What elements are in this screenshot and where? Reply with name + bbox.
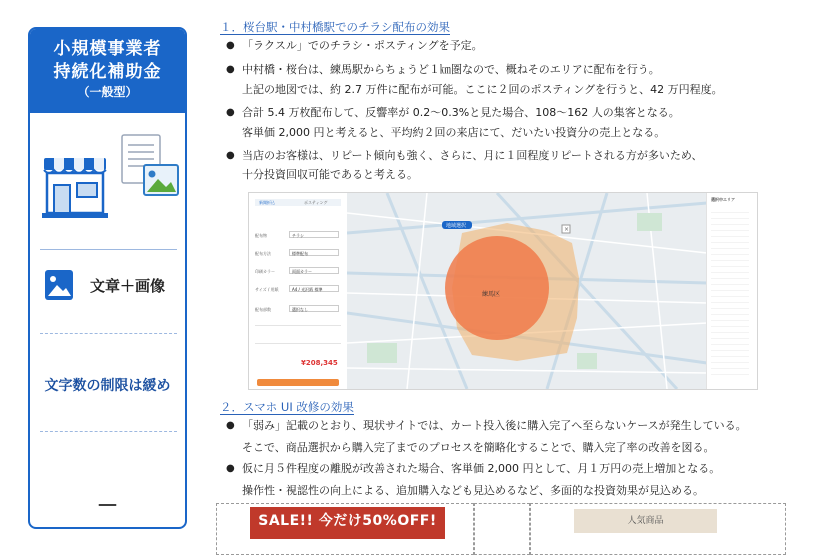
s1-b1-line1: 「ラクスル」でのチラシ・ポスティングを予定。 bbox=[242, 39, 483, 52]
s1-b3-line2: 客単価 2,000 円と考えると、平均約２回の来店にて、だいたい投資分の売上となる。 bbox=[242, 126, 666, 139]
order-form bbox=[249, 193, 348, 389]
card-title-line1: 小規模事業者 bbox=[53, 39, 162, 59]
document-page bbox=[214, 0, 820, 555]
divider bbox=[40, 249, 177, 250]
feature-dash: － bbox=[96, 494, 119, 519]
card-header bbox=[30, 29, 185, 113]
feature-image-row bbox=[30, 259, 185, 309]
s2-b2-line2: 操作性・視認性の向上による、追加購入なども見込めるなど、多面的な投資効果が見込める。 bbox=[242, 484, 704, 497]
divider bbox=[40, 431, 177, 432]
s1-b2-line1: 中村橋・桜台は、練馬駅からちょうど１㎞圏なので、概ねそのエリアに配布を行う。 bbox=[242, 63, 660, 76]
bullet-icon: ● bbox=[226, 40, 235, 51]
section2-title: ２．スマホ UI 改修の効果 bbox=[220, 400, 354, 414]
form-select: A4 / 光沢紙 標準 bbox=[289, 285, 339, 292]
tab-newspaper: 新聞折込 bbox=[259, 200, 275, 205]
feature-image-label: 文章＋画像 bbox=[90, 277, 166, 295]
map-icon bbox=[347, 193, 757, 389]
svg-text:地域選択: 地域選択 bbox=[446, 223, 467, 229]
form-select: 選択なし bbox=[289, 305, 339, 312]
bullet-icon: ● bbox=[226, 64, 235, 75]
s2-b1-line1: 「弱み」記載のとおり、現状サイトでは、カート投入後に購入完了へ至らないケースが発生している。 bbox=[242, 419, 747, 432]
s2-b1-line2: そこで、商品選択から購入完了までのプロセスを簡略化することで、購入完了率の改善を図る。 bbox=[242, 441, 715, 454]
s1-b4-line1: 当店のお客様は、リピート傾向も強く、さらに、月に１回程度リピートされる方が多いため、 bbox=[242, 149, 703, 162]
sale-banner: SALE!! 今だけ50%OFF! bbox=[250, 507, 445, 539]
form-select: 標準配布 bbox=[289, 249, 339, 256]
card-title-line3: （一般型） bbox=[77, 85, 138, 99]
s1-b2-line2: 上記の地図では、約 2.7 万件に配布が可能。ここに２回のポスティングを行うと、42 万円程度。 bbox=[242, 83, 723, 96]
shop-icon bbox=[30, 113, 185, 241]
shop-document-illustration bbox=[30, 113, 185, 241]
price-total: ¥208,345 bbox=[301, 359, 338, 367]
subsidy-info-card bbox=[28, 27, 187, 529]
bullet-icon: ● bbox=[226, 463, 235, 474]
divider bbox=[40, 333, 177, 334]
bullet-icon: ● bbox=[226, 420, 235, 431]
image-icon bbox=[44, 269, 74, 305]
form-label: 配布方法 bbox=[255, 251, 271, 256]
form-label: 印刷カラー bbox=[255, 269, 275, 274]
order-button bbox=[257, 379, 339, 386]
popular-products-banner: 人気商品 bbox=[574, 509, 717, 533]
svg-text:練馬区: 練馬区 bbox=[482, 291, 501, 298]
tab-posting: ポスティング bbox=[304, 200, 328, 205]
posting-area-map-screenshot bbox=[248, 192, 758, 390]
feature-text-limit: 文字数の制限は緩め bbox=[44, 378, 171, 394]
image-cell bbox=[474, 503, 530, 555]
legend-title: 選択中エリア bbox=[711, 197, 735, 202]
bullet-icon: ● bbox=[226, 150, 235, 161]
section1-title: １．桜台駅・中村橋駅でのチラシ配布の効果 bbox=[220, 20, 450, 34]
form-label: 配布部数 bbox=[255, 307, 271, 312]
legend-list bbox=[711, 207, 749, 375]
svg-text:×: × bbox=[564, 226, 570, 233]
map-view bbox=[347, 193, 757, 389]
s2-b2-line1: 仮に月５件程度の離脱が改善された場合、客単価 2,000 円として、月１万円の売上増加となる。 bbox=[242, 462, 721, 475]
form-label: 配布物 bbox=[255, 233, 267, 238]
form-label: サイズ / 用紙 bbox=[255, 287, 279, 292]
s1-b3-line1: 合計 5.4 万枚配布して、反響率が 0.2～0.3%と見た場合、108～162 人の集客となる。 bbox=[242, 106, 680, 119]
s1-b4-line2: 十分投資回収可能であると考える。 bbox=[242, 168, 418, 181]
bullet-icon: ● bbox=[226, 107, 235, 118]
form-select: 両面カラー bbox=[289, 267, 339, 274]
card-title-line2: 持続化補助金 bbox=[53, 62, 162, 82]
area-legend bbox=[706, 193, 757, 389]
form-select: チラシ bbox=[289, 231, 339, 238]
